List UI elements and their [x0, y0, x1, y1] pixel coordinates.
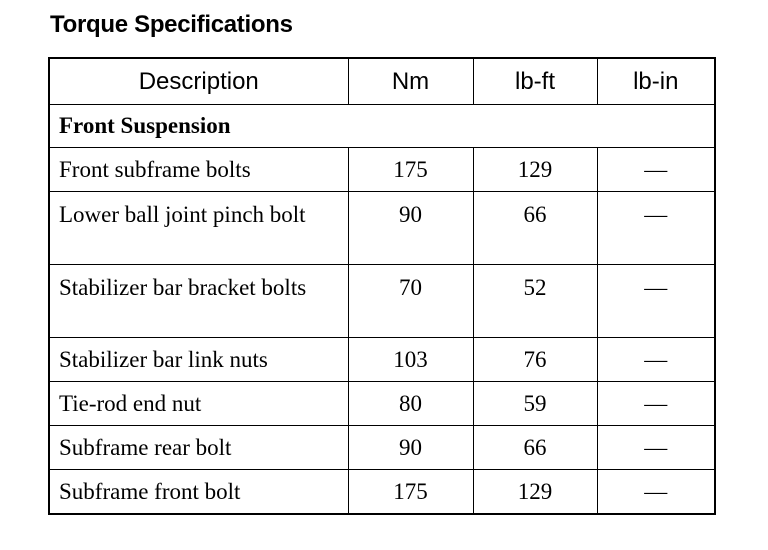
table-row — [49, 338, 715, 382]
table-row — [49, 382, 715, 426]
nm-cell: 175 — [348, 148, 473, 192]
description-cell: Subframe rear bolt — [49, 426, 348, 470]
lbin-cell: — — [597, 382, 715, 426]
table-row — [49, 148, 715, 192]
section-row — [49, 105, 715, 148]
description-cell: Lower ball joint pinch bolt — [49, 192, 348, 265]
lbin-cell: — — [597, 265, 715, 338]
description-cell: Subframe front bolt — [49, 470, 348, 515]
lbft-cell: 129 — [473, 470, 597, 515]
description-cell: Front subframe bolts — [49, 148, 348, 192]
column-header-lbin: lb-in — [597, 58, 715, 105]
description-cell: Stabilizer bar link nuts — [49, 338, 348, 382]
page-title: Torque Specifications — [50, 11, 293, 38]
description-cell: Stabilizer bar bracket bolts — [49, 265, 348, 338]
column-header-nm: Nm — [348, 58, 473, 105]
nm-cell: 90 — [348, 192, 473, 265]
lbin-cell: — — [597, 338, 715, 382]
lbft-cell: 52 — [473, 265, 597, 338]
lbft-cell: 66 — [473, 192, 597, 265]
torque-specifications-table — [48, 57, 716, 515]
description-cell: Tie-rod end nut — [49, 382, 348, 426]
column-header-lbft: lb-ft — [473, 58, 597, 105]
lbin-cell: — — [597, 426, 715, 470]
nm-cell: 175 — [348, 470, 473, 515]
lbft-cell: 129 — [473, 148, 597, 192]
lbft-cell: 76 — [473, 338, 597, 382]
nm-cell: 103 — [348, 338, 473, 382]
nm-cell: 90 — [348, 426, 473, 470]
nm-cell: 70 — [348, 265, 473, 338]
lbin-cell: — — [597, 470, 715, 515]
lbin-cell: — — [597, 192, 715, 265]
table-row — [49, 426, 715, 470]
table-row — [49, 192, 715, 265]
lbin-cell: — — [597, 148, 715, 192]
lbft-cell: 59 — [473, 382, 597, 426]
table-row — [49, 470, 715, 515]
nm-cell: 80 — [348, 382, 473, 426]
column-header-description: Description — [49, 58, 348, 105]
section-heading: Front Suspension — [49, 105, 715, 148]
lbft-cell: 66 — [473, 426, 597, 470]
table-header-row — [49, 58, 715, 105]
table-row — [49, 265, 715, 338]
